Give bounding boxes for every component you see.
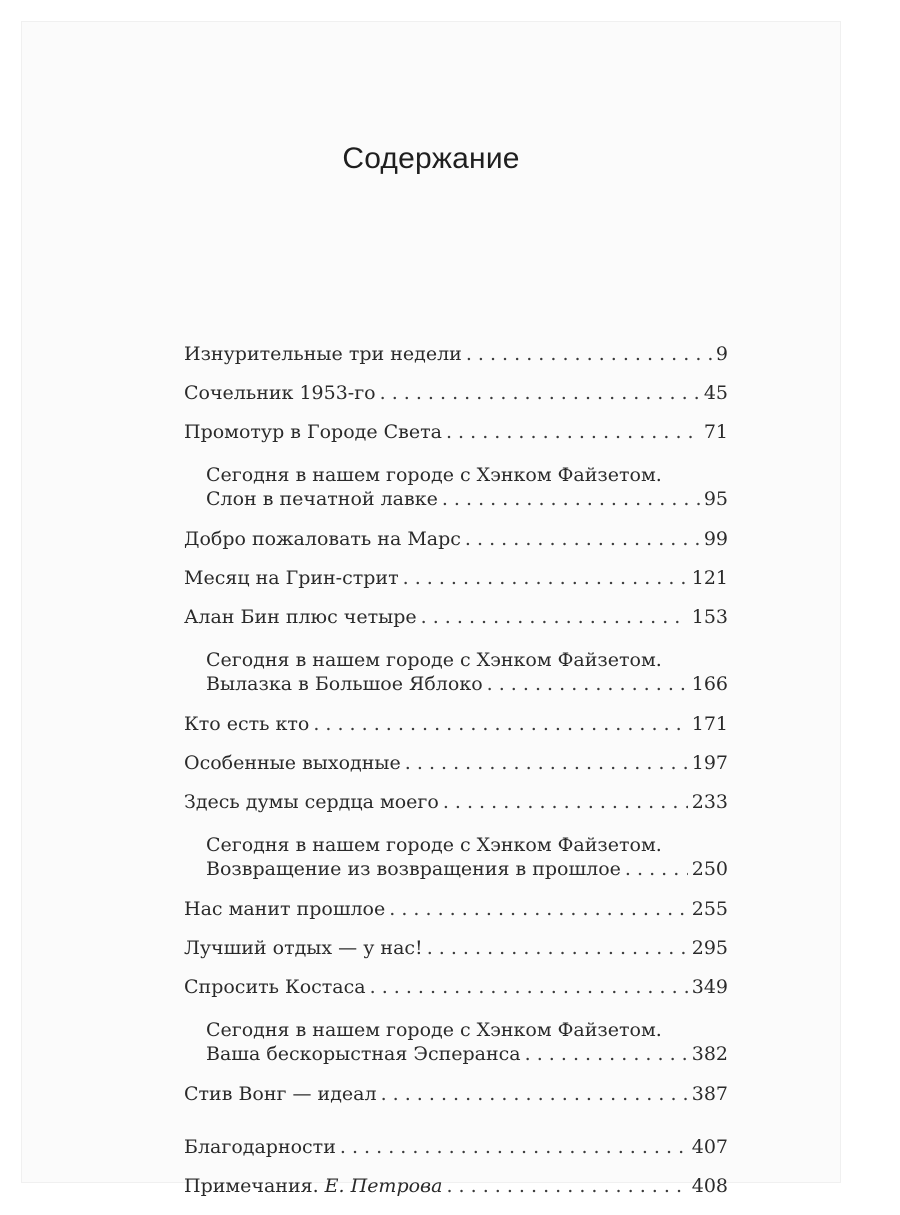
toc-sub-entry <box>184 1016 728 1084</box>
leader-dots <box>340 1137 688 1157</box>
toc-entry-title: Ваша бескорыстная Эсперанса <box>206 1043 521 1065</box>
toc-page-number: 407 <box>691 1136 728 1158</box>
toc-entry-notes <box>184 1176 728 1215</box>
toc-entry <box>184 529 728 568</box>
leader-dots <box>446 422 700 442</box>
toc-entry-title: Вылазка в Большое Яблоко <box>206 673 483 695</box>
leader-dots <box>405 753 688 773</box>
leader-dots <box>442 489 700 509</box>
toc-entry-title: Добро пожаловать на Марс <box>184 528 461 550</box>
toc-entry <box>184 607 728 646</box>
toc-entry-title: Благодарности <box>184 1136 336 1158</box>
toc-entry <box>184 753 728 792</box>
toc-entry <box>184 383 728 422</box>
toc-entry-title: Промотур в Городе Света <box>184 421 442 443</box>
toc-page-number: 382 <box>691 1043 728 1065</box>
leader-dots <box>446 1176 687 1196</box>
toc-page-number: 71 <box>703 421 728 443</box>
toc-page-number: 349 <box>691 976 728 998</box>
toc-entry <box>184 568 728 607</box>
toc-page-number: 197 <box>691 752 728 774</box>
toc-entry <box>184 792 728 831</box>
toc-entry-title: Изнурительные три недели <box>184 343 462 365</box>
toc-sub-entry <box>184 646 728 714</box>
leader-dots <box>465 529 700 549</box>
toc-entry-title: Стив Вонг — идеал <box>184 1083 377 1105</box>
leader-dots <box>525 1044 688 1064</box>
toc-sub-entry <box>184 461 728 529</box>
toc-entry <box>184 422 728 461</box>
table-of-contents <box>184 344 728 1215</box>
toc-sub-entry <box>184 831 728 899</box>
toc-entry-title: Кто есть кто <box>184 713 310 735</box>
toc-entry-title: Сочельник 1953-го <box>184 382 376 404</box>
toc-column-title: Сегодня в нашем городе с Хэнком Файзетом. <box>206 1019 662 1041</box>
toc-page-number: 171 <box>691 713 728 735</box>
leader-dots <box>427 938 688 958</box>
leader-dots <box>466 344 712 364</box>
toc-page-number: 295 <box>691 937 728 959</box>
leader-dots <box>421 607 688 627</box>
toc-entry <box>184 714 728 753</box>
toc-column-title: Сегодня в нашем городе с Хэнком Файзетом. <box>206 649 662 671</box>
leader-dots <box>487 674 688 694</box>
toc-entry <box>184 938 728 977</box>
toc-entry-title: Возвращение из возвращения в прошлое <box>206 858 621 880</box>
toc-page-number: 233 <box>691 791 728 813</box>
toc-entry-title: Спросить Костаса <box>184 976 366 998</box>
toc-page-number: 45 <box>703 382 728 404</box>
toc-entry-acknowledgements <box>184 1137 728 1176</box>
toc-entry-title: Здесь думы сердца моего <box>184 791 439 813</box>
toc-page-number: 250 <box>691 858 728 880</box>
toc-page-number: 95 <box>703 488 728 510</box>
toc-entry-title: Месяц на Грин-стрит <box>184 567 399 589</box>
toc-entry <box>184 1084 728 1123</box>
notes-author: Е. Петрова <box>324 1175 443 1197</box>
toc-entry-title: Слон в печатной лавке <box>206 488 438 510</box>
toc-entry <box>184 899 728 938</box>
toc-entry-title: Особенные выходные <box>184 752 401 774</box>
toc-column-title: Сегодня в нашем городе с Хэнком Файзетом. <box>206 834 662 856</box>
toc-page-number: 99 <box>703 528 728 550</box>
toc-entry-title: Лучший отдых — у нас! <box>184 937 423 959</box>
toc-page-number: 166 <box>691 673 728 695</box>
leader-dots <box>370 977 688 997</box>
toc-page-number: 153 <box>691 606 728 628</box>
toc-entry <box>184 344 728 383</box>
leader-dots <box>443 792 688 812</box>
toc-page-number: 255 <box>691 898 728 920</box>
toc-entry-title: Нас манит прошлое <box>184 898 386 920</box>
leader-dots <box>403 568 688 588</box>
leader-dots <box>625 859 688 879</box>
toc-entry-title: Алан Бин плюс четыре <box>184 606 417 628</box>
page-title: Содержание <box>342 142 520 175</box>
toc-entry-title: Примечания. <box>184 1175 319 1197</box>
book-page <box>22 22 840 1197</box>
toc-page-number: 408 <box>691 1175 728 1197</box>
leader-dots <box>380 383 700 403</box>
toc-page-number: 387 <box>691 1083 728 1105</box>
toc-page-number: 9 <box>715 343 728 365</box>
toc-entry <box>184 977 728 1016</box>
toc-column-title: Сегодня в нашем городе с Хэнком Файзетом. <box>206 464 662 486</box>
toc-page-number: 121 <box>691 567 728 589</box>
leader-dots <box>313 714 687 734</box>
leader-dots <box>389 899 687 919</box>
leader-dots <box>381 1084 688 1104</box>
